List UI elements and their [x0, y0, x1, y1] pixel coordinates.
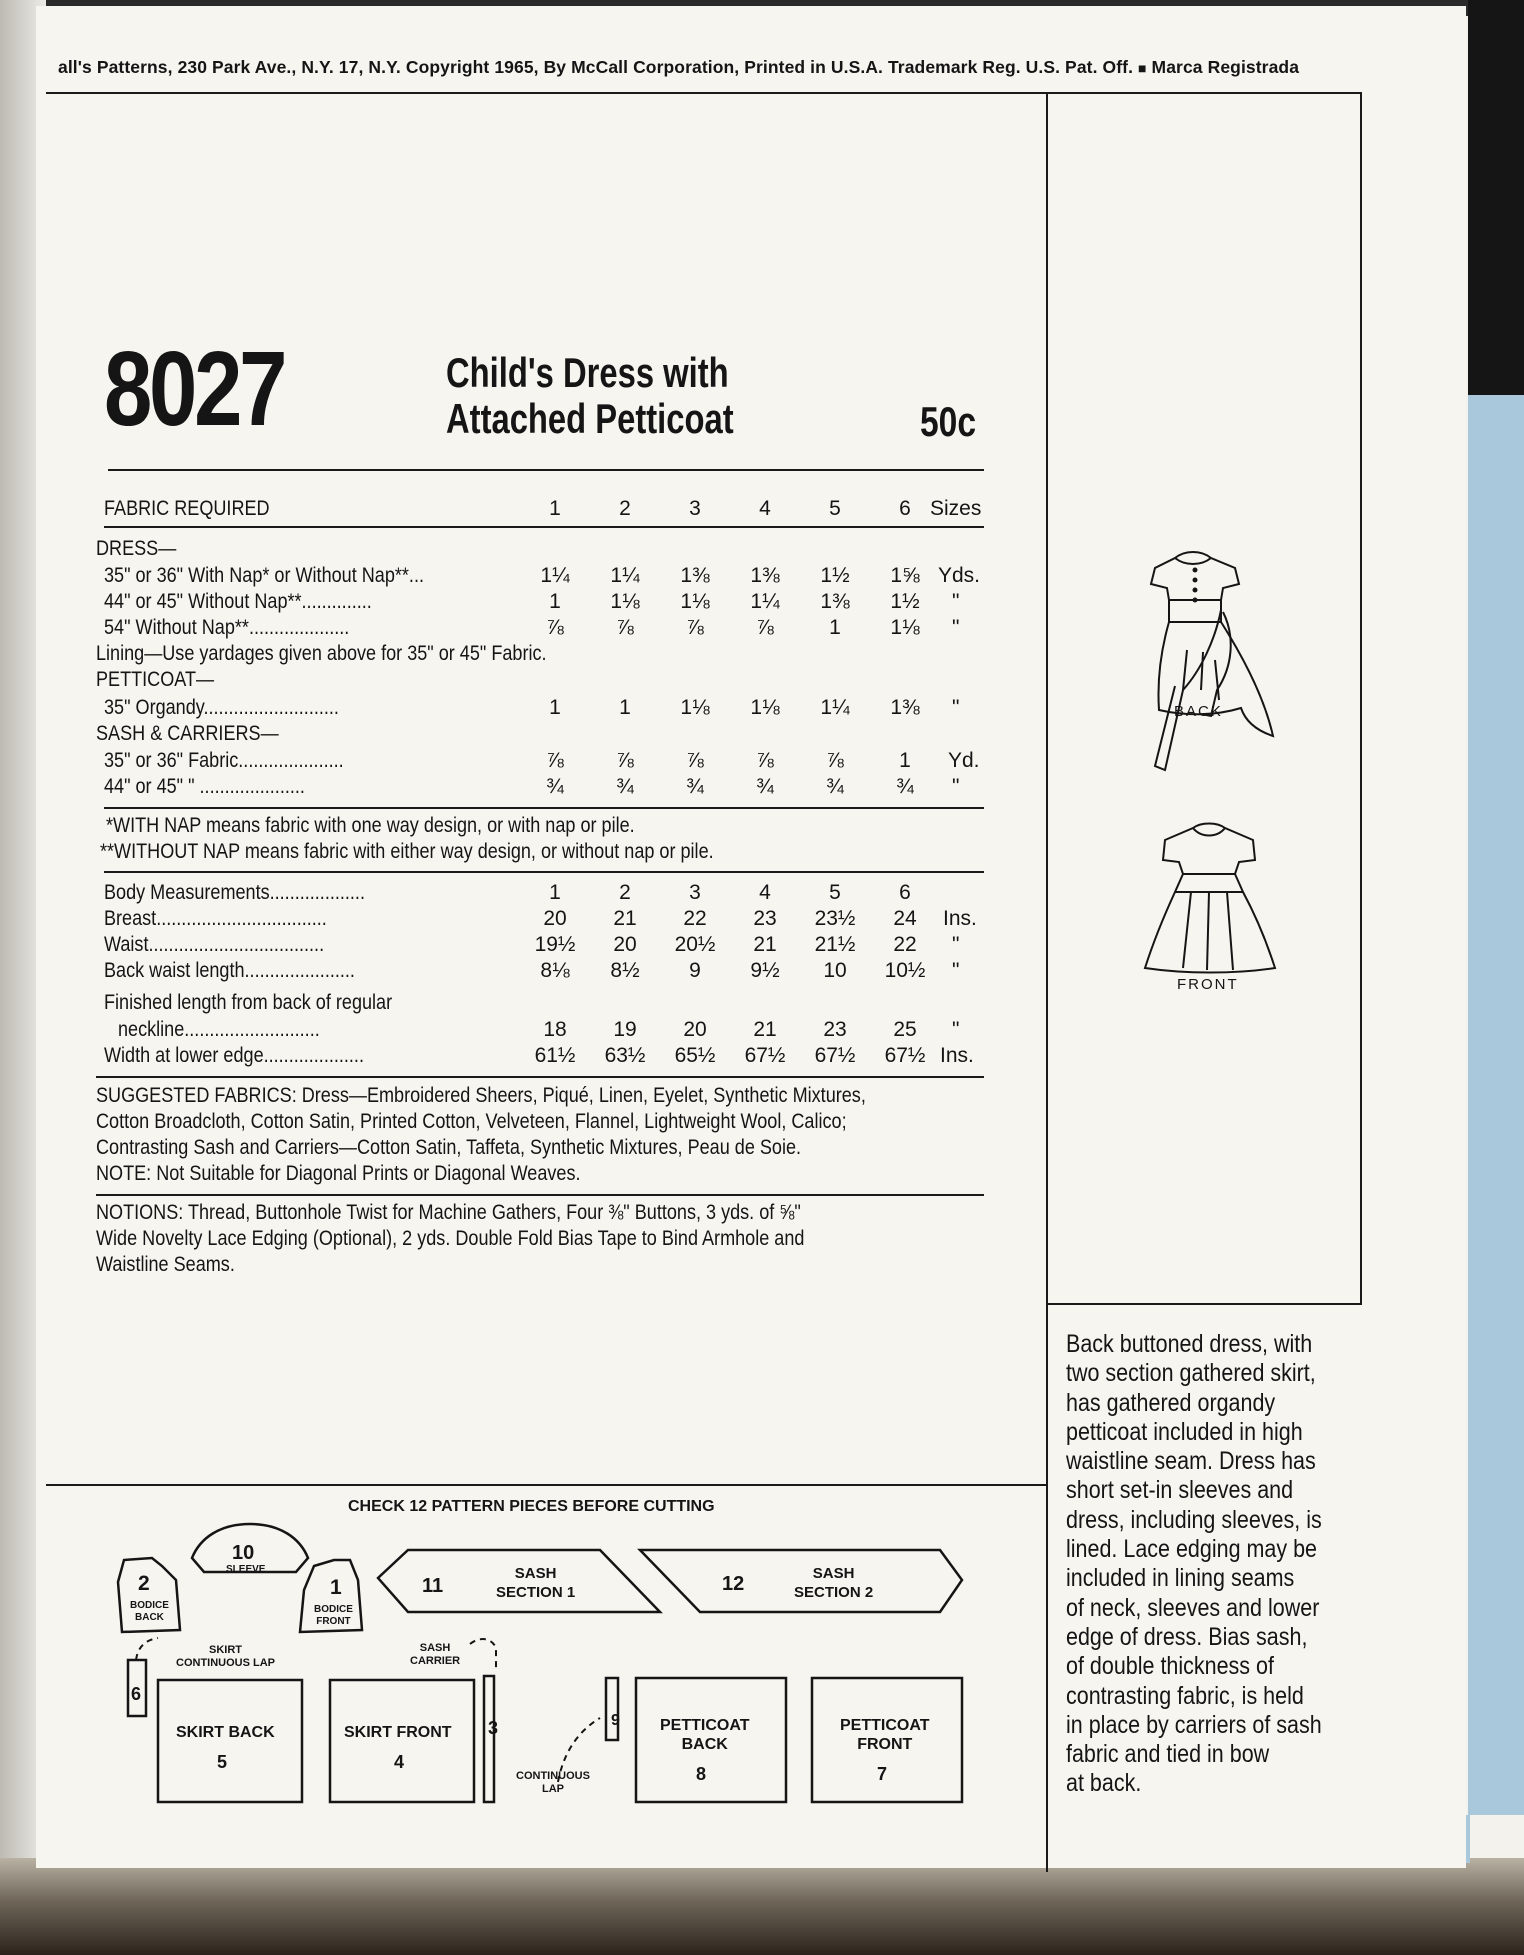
row-label: Waist................................... [104, 933, 325, 956]
cell: 67½ [814, 1044, 856, 1067]
cell: ⅞ [616, 616, 634, 639]
size-col: 6 [899, 497, 911, 520]
size-col: 1 [549, 497, 561, 520]
sash-carrier-label [410, 1642, 460, 1668]
cell: 1⅛ [610, 590, 640, 613]
cell: ⅞ [686, 616, 704, 639]
row-label: 35" Organdy........................... [104, 696, 339, 719]
cell: 24 [893, 907, 917, 930]
description-line: in place by carriers of sash [1066, 1710, 1322, 1739]
scan-bottom-edge [0, 1858, 1524, 1955]
unit: Yd. [948, 749, 980, 772]
piece-name-line: BACK [681, 1736, 728, 1753]
cell: 20 [613, 933, 637, 956]
cell: 1⅝ [890, 564, 920, 587]
suggested-fabrics-line: SUGGESTED FABRICS: Dress—Embroidered Sheers, Piqué, Linen, Eyelet, Synthetic Mixtures, [96, 1084, 866, 1107]
cell: ¾ [756, 775, 774, 798]
cell: 1 [619, 696, 631, 719]
frame-top-line [46, 92, 1362, 94]
piece-1-name [314, 1604, 353, 1628]
piece-name-line: SECTION 1 [496, 1584, 576, 1601]
cell: 1¼ [540, 564, 570, 587]
piece-11-name [496, 1564, 575, 1602]
frame-right-line [1360, 92, 1362, 1304]
table-row [0, 958, 1000, 984]
check-pieces-heading: CHECK 12 PATTERN PIECES BEFORE CUTTING [348, 1498, 715, 1515]
pieces-top-line [46, 1484, 1048, 1486]
unit: Ins. [940, 1044, 974, 1067]
title-line-2: Attached Petticoat [446, 395, 734, 442]
front-label: FRONT [1177, 976, 1239, 993]
notions-line: Wide Novelty Lace Edging (Optional), 2 yds. Double Fold Bias Tape to Bind Armhole and [96, 1227, 805, 1250]
title-underline [108, 469, 984, 471]
row-label: 44" or 45" Without Nap**.............. [104, 590, 372, 613]
pattern-price: 50c [920, 398, 977, 445]
column-divider [1046, 92, 1048, 1872]
cell: ¾ [686, 775, 704, 798]
table-row [0, 1017, 1000, 1043]
row-label: Breast.................................. [104, 907, 327, 930]
cell: ¾ [826, 775, 844, 798]
unit: " [952, 1018, 960, 1041]
size-col: 2 [619, 497, 631, 520]
cell: 61½ [534, 1044, 576, 1067]
piece-name-line: SASH [514, 1565, 557, 1582]
piece-5-number: 5 [217, 1752, 228, 1772]
piece-name-line: SECTION 2 [794, 1584, 874, 1601]
description-line: at back. [1066, 1769, 1142, 1798]
finished-length-label: Finished length from back of regular [104, 991, 393, 1014]
piece-name-line: SASH [812, 1565, 855, 1582]
description-line: Back buttoned dress, with [1066, 1330, 1313, 1358]
cell: 6 [899, 881, 911, 904]
dress-front-illustration [1135, 818, 1285, 978]
description [1066, 1330, 1324, 1799]
cell: 1½ [820, 564, 850, 587]
piece-1-number: 1 [330, 1576, 342, 1599]
cell: 22 [683, 907, 707, 930]
piece-name-line: FRONT [857, 1736, 913, 1753]
cell: 19½ [534, 933, 576, 956]
table-row [0, 880, 1000, 906]
description-line: fabric and tied in bow [1066, 1740, 1270, 1769]
notions-line: Waistline Seams. [96, 1253, 235, 1276]
row-label: 54" Without Nap**.................... [104, 616, 350, 639]
rule [96, 1194, 984, 1196]
cell: 1 [899, 749, 911, 772]
cell: ⅞ [546, 616, 564, 639]
piece-8-name [660, 1716, 749, 1754]
cell: 1 [549, 696, 561, 719]
cell: 20 [543, 907, 567, 930]
table-row [0, 932, 1000, 958]
piece-12-number: 12 [722, 1573, 745, 1595]
piece-9-number: 9 [611, 1712, 620, 1729]
rule [96, 1076, 984, 1078]
rule [104, 871, 984, 873]
dress-back-illustration [1105, 540, 1305, 780]
row-label: 35" or 36" Fabric..................... [104, 749, 344, 772]
size-col: 3 [689, 497, 701, 520]
description-line: dress, including sleeves, is [1066, 1505, 1322, 1534]
cell: 1 [549, 590, 561, 613]
size-col: 4 [759, 497, 771, 520]
piece-11-number: 11 [422, 1575, 444, 1597]
label-line: CARRIER [410, 1655, 461, 1667]
description-line: included in lining seams [1066, 1564, 1295, 1593]
piece-6-number: 6 [131, 1684, 142, 1704]
piece-7-name [840, 1716, 929, 1754]
label-line: SASH [419, 1642, 451, 1654]
cell: 1 [549, 881, 561, 904]
cell: 67½ [744, 1044, 786, 1067]
piece-name-line: BODICE [130, 1600, 169, 1611]
piece-name-line: FRONT [316, 1616, 351, 1627]
back-label: BACK [1174, 703, 1223, 720]
cell: ¾ [546, 775, 564, 798]
pattern-number: 8027 [104, 330, 285, 448]
unit: Yds. [938, 564, 981, 587]
description-line: two section gathered skirt, [1066, 1359, 1316, 1388]
cell: ¾ [896, 775, 914, 798]
unit: " [952, 616, 960, 639]
scan-right-blue-edge [1468, 395, 1524, 1815]
header-marca: Marca Registrada [1151, 57, 1300, 77]
cell: 1¼ [820, 696, 850, 719]
cell: 1 [829, 616, 841, 639]
cell: 5 [829, 881, 841, 904]
cell: 1⅛ [750, 696, 780, 719]
unit: " [952, 959, 960, 982]
header-bullet: ■ [1138, 60, 1147, 76]
cell: 22 [893, 933, 917, 956]
description-line: has gathered organdy [1066, 1388, 1276, 1417]
cell: ⅞ [616, 749, 634, 772]
lining-note: Lining—Use yardages given above for 35" or 45" Fabric. [96, 642, 547, 665]
suggested-fabrics-line: Contrasting Sash and Carriers—Cotton Satin, Taffeta, Synthetic Mixtures, Peau de Soie. [96, 1136, 802, 1159]
description-line: of neck, sleeves and lower [1066, 1593, 1320, 1622]
cell: 18 [543, 1018, 567, 1041]
table-row [0, 748, 1000, 774]
table-row [0, 589, 1000, 615]
cell: 25 [893, 1018, 917, 1041]
cell: 9 [689, 959, 701, 982]
copyright-header [58, 57, 1299, 78]
piece-4-number: 4 [394, 1752, 405, 1772]
piece-name-line: PETTICOAT [660, 1717, 750, 1734]
cell: ⅞ [756, 749, 774, 772]
cell: ⅞ [826, 749, 844, 772]
notions-line: NOTIONS: Thread, Buttonhole Twist for Machine Gathers, Four ⅜" Buttons, 3 yds. of ⅝" [96, 1201, 801, 1224]
description-line: contrasting fabric, is held [1066, 1681, 1304, 1710]
label-line: CONTINUOUS [516, 1770, 590, 1782]
cell: 8⅛ [540, 959, 570, 982]
skirt-continuous-lap-label [176, 1644, 275, 1670]
piece-name-line: PETTICOAT [840, 1717, 930, 1734]
cell: 1⅜ [750, 564, 780, 587]
cell: 1¼ [750, 590, 780, 613]
table-row [0, 695, 1000, 721]
table-row [0, 563, 1000, 589]
cell: 20½ [674, 933, 716, 956]
row-label: neckline........................... [118, 1018, 320, 1041]
cell: 10 [823, 959, 847, 982]
cell: 4 [759, 881, 771, 904]
cell: 10½ [884, 959, 926, 982]
sash-heading: SASH & CARRIERS— [96, 722, 279, 745]
piece-name-line: BODICE [314, 1604, 353, 1615]
description-top-line [1046, 1303, 1362, 1305]
piece-7-number: 7 [877, 1764, 888, 1784]
scan-right-dark-edge [1468, 0, 1524, 395]
label-line: CONTINUOUS LAP [176, 1657, 275, 1669]
cell: 3 [689, 881, 701, 904]
description-line: waistline seam. Dress has [1066, 1447, 1316, 1476]
cell: 21 [753, 1018, 777, 1041]
cell: 2 [619, 881, 631, 904]
unit: " [952, 696, 960, 719]
sizes-label: Sizes [930, 497, 982, 520]
petticoat-heading: PETTICOAT— [96, 668, 215, 691]
piece-8-number: 8 [696, 1764, 707, 1784]
piece-10-number: 10 [232, 1542, 255, 1564]
piece-4-name: SKIRT FRONT [344, 1724, 452, 1741]
cell: 19 [613, 1018, 637, 1041]
piece-name-line: BACK [135, 1612, 164, 1623]
header-address: all's Patterns, 230 Park Ave., N.Y. 17, N.Y. Copyright 1965, By McCall Corporation, Printed in U.S.A. Trademark Reg. U.S. Pat. Off. [58, 57, 1134, 77]
description-line: short set-in sleeves and [1066, 1476, 1294, 1505]
table-row [0, 1043, 1000, 1069]
cell: 1¼ [610, 564, 640, 587]
cell: 1⅜ [890, 696, 920, 719]
cell: 9½ [750, 959, 780, 982]
cell: 20 [683, 1018, 707, 1041]
cell: 1½ [890, 590, 920, 613]
without-nap-note: **WITHOUT NAP means fabric with either way design, or without nap or pile. [100, 840, 714, 863]
table-row [0, 774, 1000, 800]
fabric-header-row [0, 496, 1000, 522]
fabric-header-underline [104, 526, 984, 528]
rule [104, 807, 984, 809]
cell: 67½ [884, 1044, 926, 1067]
cell: 1⅛ [680, 590, 710, 613]
row-label: Body Measurements................... [104, 881, 365, 904]
description-line: petticoat included in high [1066, 1417, 1303, 1446]
cell: 23½ [814, 907, 856, 930]
cell: 23 [823, 1018, 847, 1041]
row-label: Back waist length...................... [104, 959, 355, 982]
cell: 21 [753, 933, 777, 956]
unit: " [952, 590, 960, 613]
cell: ¾ [616, 775, 634, 798]
fabric-heading: FABRIC REQUIRED [104, 497, 270, 520]
continuous-lap-label [516, 1770, 590, 1796]
cell: 23 [753, 907, 777, 930]
cell: 8½ [610, 959, 640, 982]
suggested-fabrics-line: NOTE: Not Suitable for Diagonal Prints or Diagonal Weaves. [96, 1162, 581, 1185]
piece-3-number: 3 [488, 1718, 499, 1738]
cell: 1⅛ [890, 616, 920, 639]
cell: 21 [613, 907, 637, 930]
cell: 63½ [604, 1044, 646, 1067]
row-label: 35" or 36" With Nap* or Without Nap**... [104, 564, 424, 587]
description-line: lined. Lace edging may be [1066, 1535, 1318, 1564]
cell: 65½ [674, 1044, 716, 1067]
piece-5-name: SKIRT BACK [176, 1724, 275, 1741]
cell: ⅞ [686, 749, 704, 772]
label-line: SKIRT [209, 1644, 242, 1656]
cell: 21½ [814, 933, 856, 956]
unit: Ins. [943, 907, 977, 930]
cell: 1⅜ [680, 564, 710, 587]
label-line: LAP [541, 1783, 564, 1795]
unit: " [952, 933, 960, 956]
piece-2-name [130, 1600, 169, 1624]
pattern-title [446, 350, 734, 442]
cell: 1⅜ [820, 590, 850, 613]
cell: ⅞ [756, 616, 774, 639]
table-row [0, 615, 1000, 641]
row-label: 44" or 45" " ..................... [104, 775, 305, 798]
row-label: Width at lower edge.................... [104, 1044, 364, 1067]
suggested-fabrics-line: Cotton Broadcloth, Cotton Satin, Printed Cotton, Velveteen, Flannel, Lightweight Wool, Calico; [96, 1110, 847, 1133]
piece-12-name [794, 1564, 873, 1602]
unit: " [952, 775, 960, 798]
description-line: edge of dress. Bias sash, [1066, 1622, 1308, 1651]
table-row [0, 906, 1000, 932]
size-col: 5 [829, 497, 841, 520]
piece-2-number: 2 [138, 1572, 150, 1595]
dress-heading: DRESS— [96, 537, 177, 560]
cell: ⅞ [546, 749, 564, 772]
description-line: of double thickness of [1066, 1652, 1274, 1681]
title-line-1: Child's Dress with [446, 349, 729, 396]
cell: 1⅛ [680, 696, 710, 719]
with-nap-note: *WITH NAP means fabric with one way design, or with nap or pile. [106, 814, 635, 837]
piece-10-name: SLEEVE [226, 1564, 266, 1575]
